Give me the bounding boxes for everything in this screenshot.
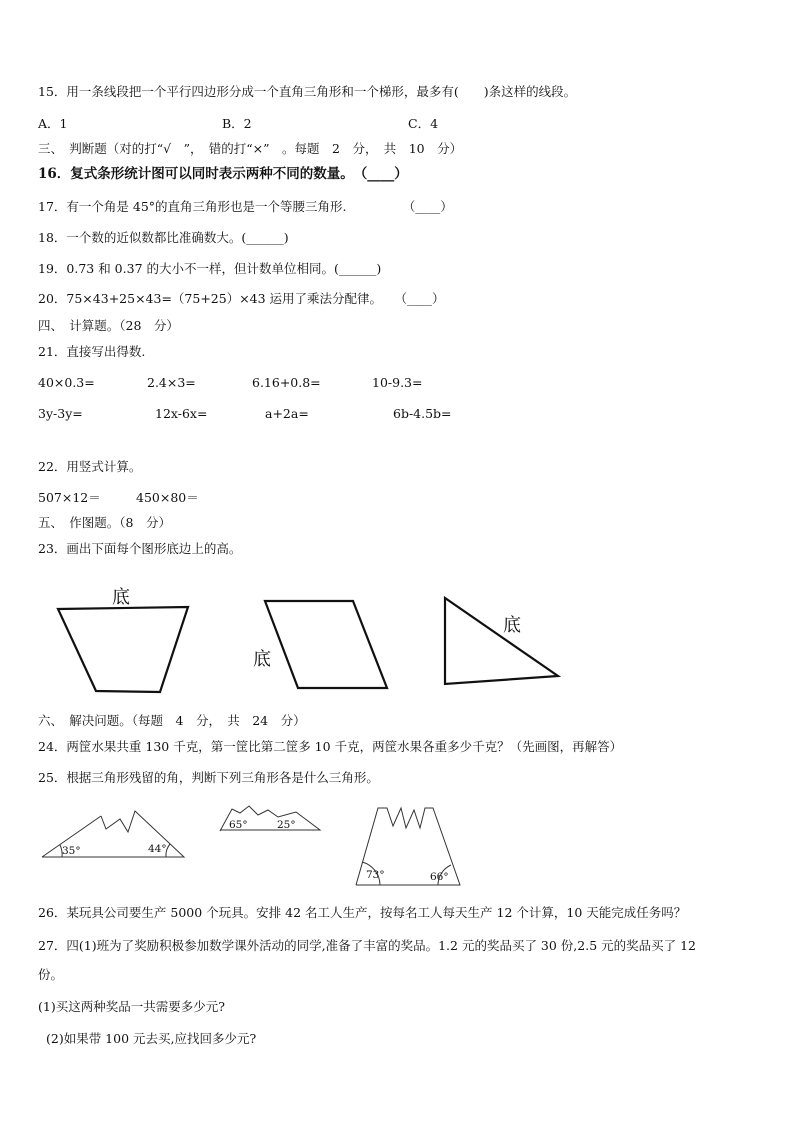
parallelogram-figure: [265, 601, 387, 688]
question-20: 20．75×43+25×43=（75+25）×43 运用了乘法分配律。 （____）: [38, 291, 445, 306]
question-22: 22．用竖式计算。: [38, 459, 142, 474]
section-4-heading: 四、 计算题。（28 分）: [38, 318, 179, 333]
calc-item: 40×0.3=: [38, 375, 95, 390]
angle-label: 35°: [62, 845, 81, 857]
angle-label: 44°: [148, 843, 167, 855]
question-18: 18．一个数的近似数都比准确数大。(______): [38, 230, 289, 245]
triangle-figure: [445, 598, 558, 684]
trapezoid-figure: [58, 607, 188, 692]
question-27: 27．四(1)班为了奖励积极参加数学课外活动的同学,准备了丰富的奖品。1.2 元的奖品买了 30 份,2.5 元的奖品买了 12: [38, 938, 696, 953]
question-27-part-1: (1)买这两种奖品一共需要多少元?: [38, 999, 225, 1014]
question-26: 26．某玩具公司要生产 5000 个玩具。安排 42 名工人生产，按每名工人每天生产 12 个计算，10 天能完成任务吗？: [38, 905, 687, 920]
triangle-base-label: 底: [503, 615, 521, 636]
angle-label: 25°: [277, 819, 296, 831]
vertical-calc-item: 450×80＝: [136, 490, 199, 505]
question-16: 16．复式条形统计图可以同时表示两种不同的数量。 （____）: [38, 166, 408, 182]
calc-item: 3y-3y=: [38, 406, 83, 421]
question-21: 21．直接写出得数.: [38, 344, 146, 359]
angle-label: 73°: [366, 869, 385, 881]
question-27-continued: 份。: [38, 967, 64, 982]
q15-option-c: C．4: [408, 116, 439, 131]
section-6-heading: 六、 解决问题。（每题 4 分， 共 24 分）: [38, 713, 306, 728]
parallelogram-base-label: 底: [253, 649, 271, 670]
angle-label: 66°: [430, 871, 449, 883]
trapezoid-base-label: 底: [112, 587, 130, 608]
vertical-calc-item: 507×12＝: [38, 490, 101, 505]
angle-label: 65°: [229, 819, 248, 831]
calc-item: 6.16+0.8=: [252, 375, 321, 390]
section-5-heading: 五、 作图题。（8 分）: [38, 515, 171, 530]
calc-item: a+2a=: [265, 406, 309, 421]
section-3-heading: 三、 判断题（对的打“√ ”， 错的打“×” 。每题 2 分， 共 10 分）: [38, 141, 463, 156]
question-23: 23．画出下面每个图形底边上的高。: [38, 541, 242, 556]
question-15: 15．用一条线段把一个平行四边形分成一个直角三角形和一个梯形，最多有( )条这样的线段。: [38, 84, 577, 99]
question-27-part-2: (2)如果带 100 元去买,应找回多少元?: [46, 1031, 257, 1046]
question-17: 17．有一个角是 45°的直角三角形也是一个等腰三角形. （____）: [38, 199, 453, 214]
calc-item: 12x-6x=: [155, 406, 208, 421]
q15-option-a: A．1: [38, 116, 68, 131]
calc-item: 2.4×3=: [147, 375, 196, 390]
question-19: 19．0.73 和 0.37 的大小不一样，但计数单位相同。(______): [38, 261, 382, 276]
q15-option-b: B．2: [222, 116, 252, 131]
question-25: 25．根据三角形残留的角，判断下列三角形各是什么三角形。: [38, 770, 379, 785]
calc-item: 10-9.3=: [372, 375, 423, 390]
calc-item: 6b-4.5b=: [393, 406, 452, 421]
question-24: 24．两筐水果共重 130 千克，第一筐比第二筐多 10 千克，两筐水果各重多少千克？（先画图，再解答）: [38, 739, 623, 754]
